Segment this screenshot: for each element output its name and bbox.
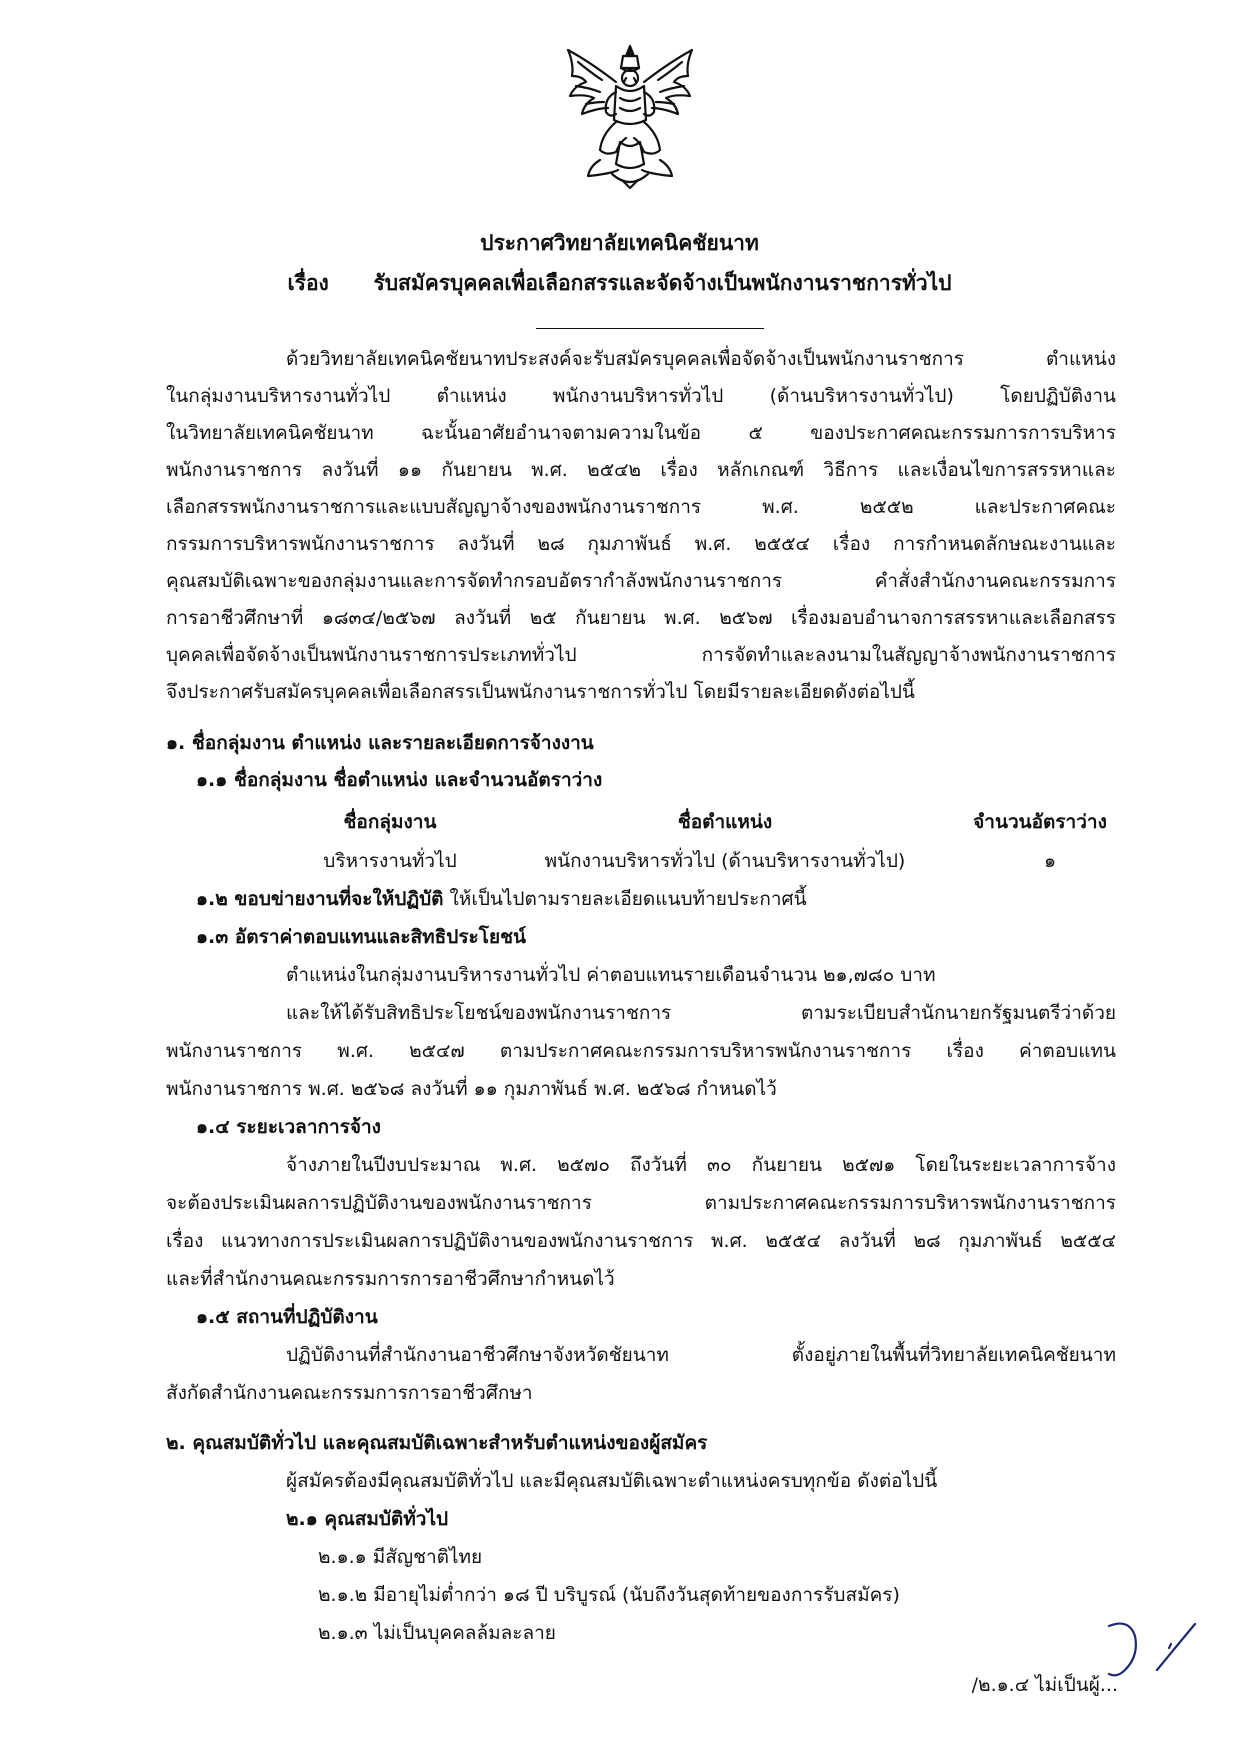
- section2-1-heading: ๒.๑ คุณสมบัติทั่วไป: [286, 1508, 449, 1530]
- table-cell-count: ๑: [1043, 850, 1057, 872]
- section1-1-heading: ๑.๑ ชื่อกลุ่มงาน ชื่อตำแหน่ง และจำนวนอัตราว่าง: [196, 769, 603, 791]
- table-header-count: จำนวนอัตราว่าง: [973, 811, 1107, 833]
- section1-5-line: สังกัดสำนักงานคณะกรรมการการอาชีวศึกษา: [166, 1382, 533, 1404]
- section1-5-line: ปฏิบัติงานที่สำนักงานอาชีวศึกษาจังหวัดชัยนาท ตั้งอยู่ภายในพื้นที่วิทยาลัยเทคนิคชัยนาท: [286, 1344, 1116, 1366]
- section1-2-text: ให้เป็นไปตามรายละเอียดแนบท้ายประกาศนี้: [449, 888, 807, 910]
- section1-5-heading: ๑.๕ สถานที่ปฏิบัติงาน: [196, 1306, 378, 1328]
- intro-line: กรรมการบริหารพนักงานราชการ ลงวันที่ ๒๘ กุมภาพันธ์ พ.ศ. ๒๕๕๔ เรื่อง การกำหนดลักษณะงานและ: [166, 533, 1116, 555]
- section1-4-heading: ๑.๔ ระยะเวลาการจ้าง: [196, 1116, 381, 1138]
- subject-label: เรื่อง: [287, 271, 329, 295]
- garuda-emblem-icon: [560, 42, 700, 192]
- table-cell-position: พนักงานบริหารทั่วไป (ด้านบริหารงานทั่วไป): [544, 850, 906, 872]
- qualification-item: ๒.๑.๑ มีสัญชาติไทย: [318, 1546, 483, 1568]
- intro-line: พนักงานราชการ ลงวันที่ ๑๑ กันยายน พ.ศ. ๒๕๔๒ เรื่อง หลักเกณฑ์ วิธีการ และเงื่อนไขการสรรหาและ: [166, 459, 1116, 481]
- section1-heading: ๑. ชื่อกลุ่มงาน ตำแหน่ง และรายละเอียดการจ้างงาน: [166, 732, 594, 754]
- intro-line: ด้วยวิทยาลัยเทคนิคชัยนาทประสงค์จะรับสมัครบุคคลเพื่อจัดจ้างเป็นพนักงานราชการ ตำแหน่ง: [286, 348, 1116, 370]
- title-divider: [536, 328, 764, 329]
- intro-line: ในวิทยาลัยเทคนิคชัยนาท ฉะนั้นอาศัยอำนาจตามความในข้อ ๕ ของประกาศคณะกรรมการการบริหาร: [166, 422, 1116, 444]
- intro-line: บุคคลเพื่อจัดจ้างเป็นพนักงานราชการประเภททั่วไป การจัดทำและลงนามในสัญญาจ้างพนักงานราชการ: [166, 644, 1116, 666]
- announcement-subject: [0, 268, 1239, 298]
- qualification-item: ๒.๑.๒ มีอายุไม่ต่ำกว่า ๑๘ ปี บริบูรณ์ (นับถึงวันสุดท้ายของการรับสมัคร): [318, 1584, 900, 1606]
- section1-4-line: จ้างภายในปีงบประมาณ พ.ศ. ๒๕๗๐ ถึงวันที่ ๓๐ กันยายน ๒๕๗๑ โดยในระยะเวลาการจ้าง: [286, 1154, 1116, 1176]
- intro-line: คุณสมบัติเฉพาะของกลุ่มงานและการจัดทำกรอบอัตรากำลังพนักงานราชการ คำสั่งสำนักงานคณะกรรมการ: [166, 570, 1116, 592]
- subject-text: รับสมัครบุคคลเพื่อเลือกสรรและจัดจ้างเป็นพนักงานราชการทั่วไป: [373, 271, 952, 295]
- table-header-position: ชื่อตำแหน่ง: [677, 811, 773, 833]
- section1-2: [196, 884, 1116, 914]
- section1-3-line: และให้ได้รับสิทธิประโยชน์ของพนักงานราชการ ตามระเบียบสำนักนายกรัฐมนตรีว่าด้วย: [286, 1002, 1116, 1024]
- intro-line: จึงประกาศรับสมัครบุคคลเพื่อเลือกสรรเป็นพนักงานราชการทั่วไป โดยมีรายละเอียดดังต่อไปนี้: [166, 681, 915, 703]
- page-continuation: /๒.๑.๔ ไม่เป็นผู้...: [971, 1674, 1118, 1696]
- intro-line: การอาชีวศึกษาที่ ๑๘๓๔/๒๕๖๗ ลงวันที่ ๒๕ กันยายน พ.ศ. ๒๕๖๗ เรื่องมอบอำนาจการสรรหาและเลือกสรร: [166, 607, 1116, 629]
- section1-2-heading: ๑.๒ ขอบข่ายงานที่จะให้ปฏิบัติ: [196, 888, 444, 910]
- section2-heading: ๒. คุณสมบัติทั่วไป และคุณสมบัติเฉพาะสำหรับตำแหน่งของผู้สมัคร: [166, 1432, 708, 1454]
- section2-intro: ผู้สมัครต้องมีคุณสมบัติทั่วไป และมีคุณสมบัติเฉพาะตำแหน่งครบทุกข้อ ดังต่อไปนี้: [286, 1470, 938, 1492]
- section1-3-line: พนักงานราชการ พ.ศ. ๒๕๖๘ ลงวันที่ ๑๑ กุมภาพันธ์ พ.ศ. ๒๕๖๘ กำหนดไว้: [166, 1078, 777, 1100]
- intro-line: ในกลุ่มงานบริหารงานทั่วไป ตำแหน่ง พนักงานบริหารทั่วไป (ด้านบริหารงานทั่วไป) โดยปฏิบัติงาน: [166, 385, 1116, 407]
- section1-3-heading: ๑.๓ อัตราค่าตอบแทนและสิทธิประโยชน์: [196, 926, 526, 948]
- table-cell-group: บริหารงานทั่วไป: [323, 850, 457, 872]
- section1-4-line: เรื่อง แนวทางการประเมินผลการปฏิบัติงานของพนักงานราชการ พ.ศ. ๒๕๕๔ ลงวันที่ ๒๘ กุมภาพันธ์ ๒๕๕๔: [166, 1230, 1116, 1252]
- section1-3-line: พนักงานราชการ พ.ศ. ๒๕๔๗ ตามประกาศคณะกรรมการบริหารพนักงานราชการ เรื่อง ค่าตอบแทน: [166, 1040, 1116, 1062]
- section1-3-line: ตำแหน่งในกลุ่มงานบริหารงานทั่วไป ค่าตอบแทนรายเดือนจำนวน ๒๑,๗๘๐ บาท: [286, 964, 936, 986]
- announcement-title: ประกาศวิทยาลัยเทคนิคชัยนาท: [480, 231, 759, 255]
- table-header-group: ชื่อกลุ่มงาน: [343, 811, 437, 833]
- section1-4-line: และที่สำนักงานคณะกรรมการการอาชีวศึกษากำหนดไว้: [166, 1268, 615, 1290]
- section1-4-line: จะต้องประเมินผลการปฏิบัติงานของพนักงานราชการ ตามประกาศคณะกรรมการบริหารพนักงานราชการ: [166, 1192, 1116, 1214]
- qualification-item: ๒.๑.๓ ไม่เป็นบุคคลล้มละลาย: [318, 1622, 556, 1644]
- signature-icon: [1095, 1608, 1205, 1698]
- intro-line: เลือกสรรพนักงานราชการและแบบสัญญาจ้างของพนักงานราชการ พ.ศ. ๒๕๕๒ และประกาศคณะ: [166, 496, 1116, 518]
